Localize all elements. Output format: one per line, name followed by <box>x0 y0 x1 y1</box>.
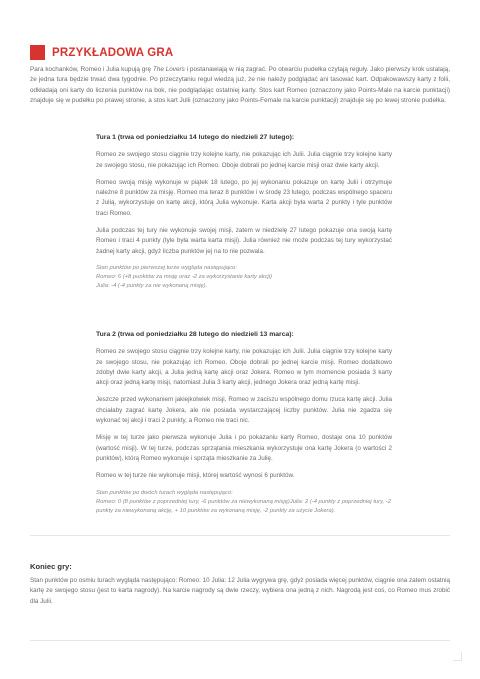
page-corner-mark <box>453 652 462 661</box>
section-divider <box>30 535 450 536</box>
round-1-paragraph: Romeo swoją misję wykonuje w piątek 18 lutego, po jej wykonaniu pokazuje on kartę Julii i otrzymuje należne 8 punktów za misję. Romeo ma teraz 8 punktów i w środę 23 lutego, podczas wspólnego spaceru z Julią, wykorzystuje on kartę akcji, którą Julia wykonuje. Karta akcji była warta 2 punkty i tyle punktów traci Romeo. <box>96 178 392 217</box>
round-1-heading: Tura 1 (trwa od poniedziałku 14 lutego do niedzieli 27 lutego): <box>96 134 295 141</box>
game-title-emphasis: The Lovers <box>152 66 185 73</box>
round-1-paragraph: Julia podczas tej tury nie wykonuje swojej misji, zatem w niedzielę 27 lutego pokazuje ona swoją kartę Romeo i traci 4 punkty (tyle była warta karta misji). Julia również nie może podczas tej tury wykorzystać żadnej karty akcji, gdyż liczba punktów jej na to nie pozwala. <box>96 227 392 255</box>
round-1-paragraph: Romeo ze swojego stosu ciągnie trzy kolejne karty, nie pokazując ich Julii. Julia ciągnie trzy kolejne karty ze swojego stosu, nie pokazując ich Romeo. Oboje dobrali po jednej karcie misji oraz dwie karty akcji. <box>96 151 392 169</box>
round-2-paragraph: Jeszcze przed wykonaniem jakiejkolwiek misji, Romeo w zaciszu wspólnego domu rzuca kartę akcji. Julia chciałaby zagrać kartę Jokera, ale nie posiada wystarczającej liczby punktów. Julia nie zgadza się wykonać tej akcji i traci 2 punkty, a Romeo nie traci nic. <box>96 396 392 425</box>
ending-paragraph: Stan punktów po osmiu turach wygląda następująco: Romeo: 10 Julia: 12 Julia wygrywa grę, gdyż posiada więcej punktów, ciągnie ona zatem ostatnią kartę ze swojego stosu (jest to karta nagrody). Na karcie nagrody są dwie rzeczy, wybiera ona jedną z nich. Nagrodą jest coś, co Romeo mus zrobić dla Julii. <box>30 577 450 605</box>
intro-text-start: Para kochanków, Romeo i Julia kupują grę <box>30 66 153 73</box>
bottom-divider <box>30 640 450 641</box>
intro-paragraph <box>30 65 450 106</box>
round-2-paragraph: Romeo ze swojego stosu ciągnie trzy kolejne karty, nie pokazując ich Julii. Julia ciągnie trzy kolejne karty ze swojego stosu, nie pokazując ich Romeo. Oboje dobrali po jednej karcie misji. Romeo dodatkowo zdobył dwie karty akcji, a Julia jedną kartę akcji oraz Jokera. Romeo w tym momencie posiada 3 karty akcji oraz jedną kartę misji, natomiast Julia 3 karty akcji, jednego Jokera oraz jedną kartę misji. <box>96 348 392 387</box>
round-1-score-note <box>96 264 392 291</box>
ending-heading: Koniec gry: <box>30 562 72 571</box>
round-2-section <box>96 330 392 526</box>
round-2-score-note <box>96 489 392 516</box>
score-note-line: Julia: -4 (-4 punkty za nie wykonaną misję). <box>96 282 208 289</box>
round-2-paragraph: Romeo w tej turze nie wykonuje misji, której wartość wynosi 6 punktów. <box>96 472 295 480</box>
score-note-line: Romeo: 6 (+8 punktów za misję oraz -2 za wykorzystanie karty akcji) <box>96 273 273 280</box>
round-2-paragraph: Misję w tej turze jako pierwsza wykonuje Julia i po pokazaniu karty Romeo, dostaje ona 10 punktów (wartość misji). W tej turze, podczas sprzątania mieszkania wykorzystuje ona kartę Jokera (o wartości 2 punktów), którą Romeo wykonuje i sprząta mieszkanie za Julię. <box>96 434 392 462</box>
intro-text-rest: i postanawiają w nią zagrać. Po otwarciu pudełka czytają reguły. Jako pierwszy krok ustalają, że jedna tura będzie trwać dwa tygodnie. Po przeczytaniu reguł wiedzą już, że nie należy podglądać ani tasować kart. Odpakowawszy karty z folii, odkładają oni karty do liczenia punktów na bok, nie podglądając ostatniej karty. Stos kart Romeo (oznaczony jako Points-Male na karcie punktacji) znajduje się w pudełku po prawej stronie, a stos kart Julii (oznaczony jako Points-Female na karcie punktacji) znajduje się po lewej stronie pudełka. <box>30 66 450 104</box>
score-note-line: Stan punktów po pierwszej turze wygląda następująco: <box>96 264 237 271</box>
red-square-icon <box>30 45 45 60</box>
score-note-line: Stan punktów po dwóch turach wygląda następująco: <box>96 489 233 496</box>
page-title: PRZYKŁADOWA GRA <box>52 46 174 59</box>
section-header <box>30 45 173 60</box>
round-2-heading: Tura 2 (trwa od poniedziałku 28 lutego do niedzieli 13 marca): <box>96 331 294 338</box>
round-1-section <box>96 133 392 301</box>
score-note-line: Romeo: 0 (8 punktów z poprzedniej tury, -6 punktów za niewykonaną misję)Julia: 2 (-4 punkty z poprzedniej tury, -2 punkty za niewykonaną akcję, + 10 punktów za wykonaną misję, -2 punkty za użycie Jokera). <box>96 498 391 514</box>
